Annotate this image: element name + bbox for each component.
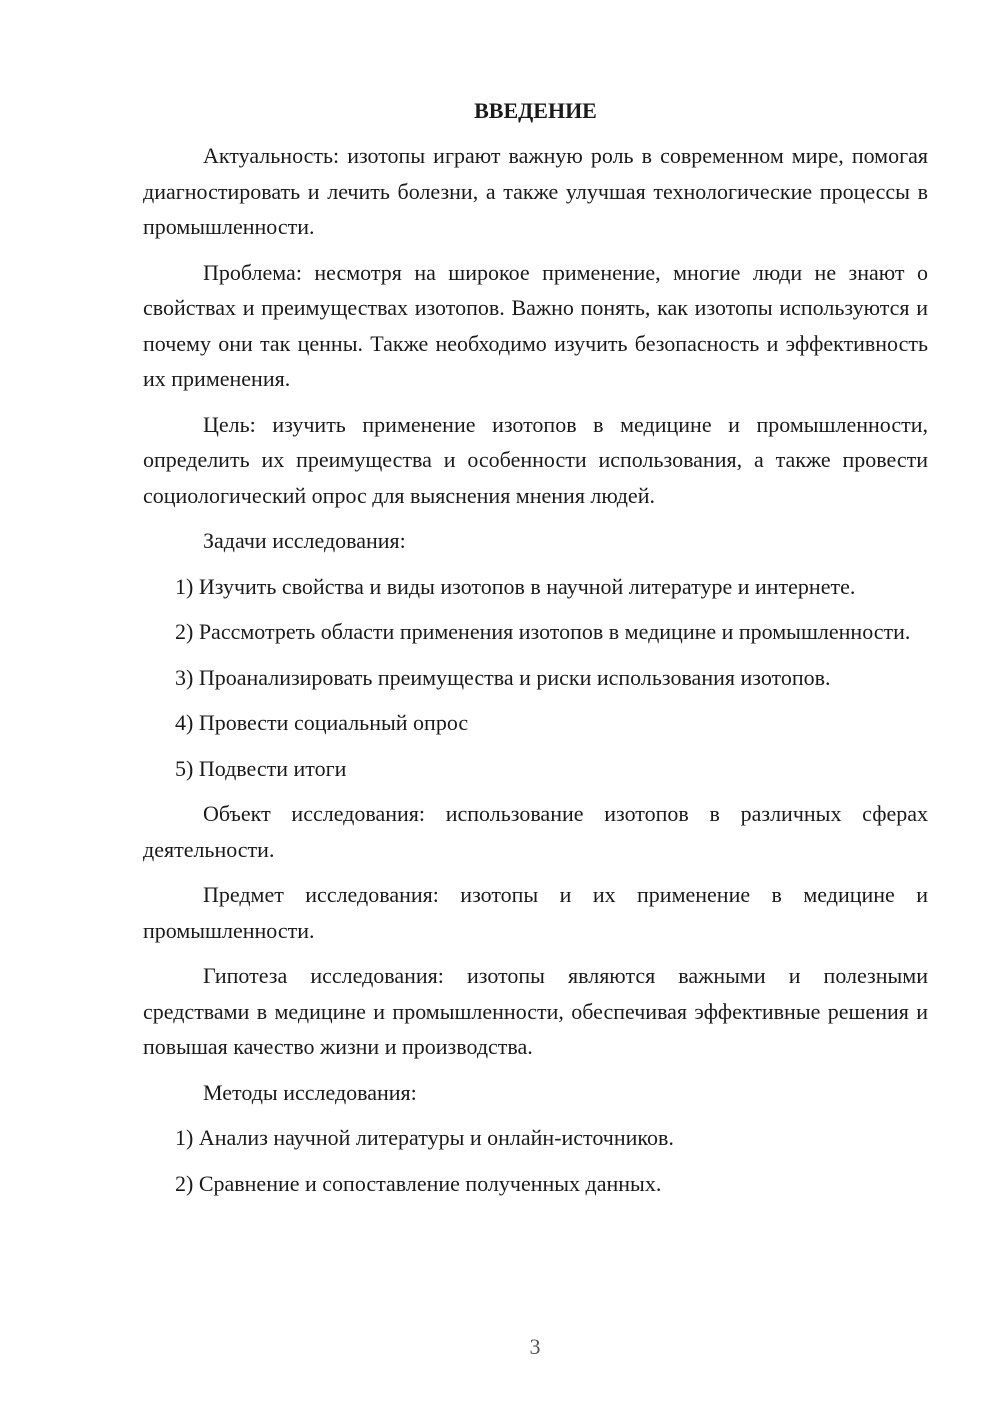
paragraph-relevance: Актуальность: изотопы играют важную роль в современном мире, помогая диагностировать и лечить болезни, а также улучшая технологические процессы в промышленности. xyxy=(143,143,928,239)
document-page xyxy=(143,96,928,1201)
paragraph-object: Объект исследования: использование изотопов в различных сферах деятельности. xyxy=(143,801,928,862)
paragraph-methods-heading: Методы исследования: xyxy=(203,1079,417,1105)
list-item-task-3: 3) Проанализировать преимущества и риски использования изотопов. xyxy=(175,664,831,690)
page-number: 3 xyxy=(529,1334,541,1359)
paragraph-subject: Предмет исследования: изотопы и их применение в медицине и промышленности. xyxy=(143,882,928,943)
list-item-task-1: 1) Изучить свойства и виды изотопов в научной литературе и интернете. xyxy=(175,573,856,599)
list-item-method-1: 1) Анализ научной литературы и онлайн-источников. xyxy=(175,1125,674,1150)
list-item-task-4: 4) Провести социальный опрос xyxy=(175,710,469,735)
list-item-task-2: 2) Рассмотреть области применения изотопов в медицине и промышленности. xyxy=(175,619,911,644)
paragraph-problem: Проблема: несмотря на широкое применение, многие люди не знают о свойствах и преимуществах изотопов. Важно понять, как изотопы используются и почему они так ценны. Также необходимо изучить безопасность и эффективность их применения. xyxy=(143,259,928,391)
paragraph-tasks-heading: Задачи исследования: xyxy=(203,528,406,553)
section-title: ВВЕДЕНИЕ xyxy=(474,98,597,123)
list-item-method-2: 2) Сравнение и сопоставление полученных данных. xyxy=(175,1170,662,1196)
paragraph-hypothesis: Гипотеза исследования: изотопы являются важными и полезными средствами в медицине и промышленности, обеспечивая эффективные решения и повышая качество жизни и производства. xyxy=(143,963,928,1059)
paragraph-goal: Цель: изучить применение изотопов в медицине и промышленности, определить их преимущества и особенности использования, а также провести социологический опрос для выяснения мнения людей. xyxy=(143,411,928,508)
list-item-task-5: 5) Подвести итоги xyxy=(175,755,347,781)
